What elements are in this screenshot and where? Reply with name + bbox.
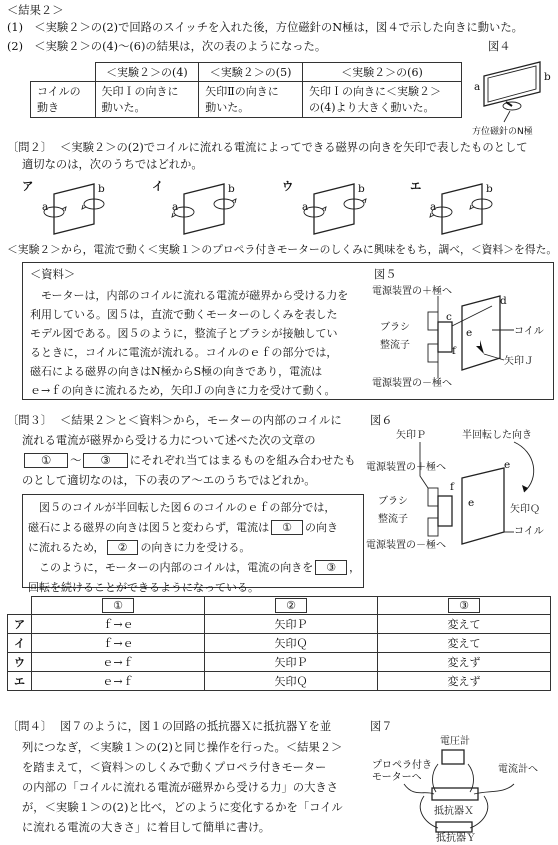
option-u-diagram xyxy=(302,183,366,234)
fig7-circuit-diagram xyxy=(364,734,556,842)
q3-line2: 流れる電流が磁界から受ける力について述べた次の文章の xyxy=(22,434,316,447)
q2-text1: ＜実験２＞の(2)でコイルに流れる電流によってできる磁界の向きを矢印で表したものとして xyxy=(60,141,528,154)
fig5-label: 図５ xyxy=(374,268,397,281)
intro-text: ＜実験２＞から，電流で動く＜実験１＞のプロペラ付きモーターのしくみに興味をもち，調べ，＜資料＞を得た。 xyxy=(7,243,558,256)
answer-header: ③ xyxy=(378,597,551,615)
table-header: ＜実験２＞の(5) xyxy=(199,63,303,82)
shiryo-title: ＜資料＞ xyxy=(30,268,76,281)
table-corner xyxy=(31,63,96,82)
svg-text:f: f xyxy=(450,481,454,493)
answer-header: ① xyxy=(32,597,205,615)
svg-text:整流子: 整流子 xyxy=(378,514,408,525)
q3-label: 〔問３〕 xyxy=(7,414,53,427)
svg-text:e: e xyxy=(504,459,511,471)
option-e-label[interactable]: エ xyxy=(410,179,422,193)
svg-text:b: b xyxy=(544,71,551,83)
svg-text:プロペラ付き: プロペラ付き xyxy=(372,760,432,771)
answer-row-i[interactable]: イ ｆ→ｅ 矢印Ｑ 変えて xyxy=(8,634,551,653)
svg-text:c: c xyxy=(446,311,452,323)
option-e-diagram xyxy=(430,183,493,234)
passage-blank-3: ③ xyxy=(315,560,347,575)
option-i-label[interactable]: イ xyxy=(152,179,164,193)
svg-text:電圧計: 電圧計 xyxy=(440,736,470,747)
q3-answer-table xyxy=(7,596,551,691)
svg-text:ブラシ: ブラシ xyxy=(380,322,410,333)
table-row-label: コイルの 動き xyxy=(31,82,96,118)
option-i-diagram xyxy=(172,183,236,234)
option-a-label[interactable]: ア xyxy=(22,179,34,193)
answer-corner xyxy=(8,597,32,615)
svg-text:コイル: コイル xyxy=(514,326,544,337)
svg-text:矢印Ｐ: 矢印Ｐ xyxy=(396,430,426,441)
svg-text:抵抗器Ｙ: 抵抗器Ｙ xyxy=(436,833,476,842)
answer-header: ② xyxy=(205,597,378,615)
fig6-motor-diagram xyxy=(364,428,554,584)
svg-text:半回転した向き: 半回転した向き xyxy=(462,430,532,441)
shiryo-text: モーターは，内部のコイルに流れる電流が磁界から受ける力を 利用している。図５は，直流で動くモーターのしくみを表した モデル図である。図５のように，整流子とブラシが接触してい るときに，コイルに電流が流れる。コイルのｅｆの部分では， 磁石による磁界の向きはN極からS極の向きであり，電流は ｅ→ｆの向きに流れるため，矢印Ｊの向きに力を受けて動く。 xyxy=(30,289,349,397)
answer-row-a[interactable]: ア ｆ→ｅ 矢印Ｐ 変えて xyxy=(8,615,551,634)
svg-text:電源装置の－極へ: 電源装置の－極へ xyxy=(372,378,452,389)
q3-line3: ① ～ ③ にそれぞれ当てはまるものを組み合わせたも xyxy=(22,452,356,468)
svg-text:a: a xyxy=(42,201,49,213)
svg-text:ブラシ: ブラシ xyxy=(378,496,408,507)
table-header: ＜実験２＞の(4) xyxy=(95,63,199,82)
svg-text:電流計へ: 電流計へ xyxy=(498,764,538,775)
table-header: ＜実験２＞の(6) xyxy=(302,63,461,82)
svg-text:コイル: コイル xyxy=(514,526,544,537)
svg-text:b: b xyxy=(98,183,105,195)
fig5-motor-diagram xyxy=(368,282,552,396)
passage-blank-1: ① xyxy=(271,520,303,535)
svg-text:方位磁針のN極: 方位磁針のN極 xyxy=(472,127,533,136)
blank-1: ① xyxy=(24,453,68,468)
result2-line2: (2) ＜実験２＞の(4)～(6)の結果は，次の表のようになった。 xyxy=(7,40,327,53)
result2-line1: (1) ＜実験２＞の(2)で回路のスイッチを入れた後，方位磁針のN極は，図４で示した向きに動いた。 xyxy=(7,21,523,34)
fig4-label: 図４ xyxy=(488,40,511,53)
svg-text:a: a xyxy=(172,201,179,213)
svg-text:d: d xyxy=(500,295,507,307)
q4-line1: 図７のように，図１の回路の抵抗器Ｘに抵抗器Ｙを並 xyxy=(60,720,332,733)
passage-blank-2: ② xyxy=(107,540,139,555)
svg-text:整流子: 整流子 xyxy=(380,340,410,351)
q3-line1: ＜結果２＞と＜資料＞から，モーターの内部のコイルに xyxy=(60,414,342,427)
svg-text:電源装置の－極へ: 電源装置の－極へ xyxy=(366,540,446,551)
svg-text:e: e xyxy=(466,327,473,339)
fig6-label: 図６ xyxy=(370,414,393,427)
table-cell: 矢印Ｉの向きに＜実験２＞ の(4)より大きく動いた。 xyxy=(302,82,461,118)
blank-3: ③ xyxy=(83,453,127,468)
q4-label: 〔問４〕 xyxy=(7,720,53,733)
answer-row-u[interactable]: ウ ｅ→ｆ 矢印Ｐ 変えず xyxy=(8,653,551,672)
fig4-coil-diagram xyxy=(470,54,556,136)
svg-text:矢印Ｑ: 矢印Ｑ xyxy=(510,504,540,515)
q3-passage: 図５のコイルが半回転した図６のコイルのｅｆの部分では， 磁石による磁界の向きは図５と変わらず，電流は ① の向き に流れるため， ② の向きに力を受ける。 このように，モーターの内部のコイルは，電流の向きを ③ ， 回転を続けることができるようになっている。 xyxy=(28,501,361,594)
option-a-diagram xyxy=(42,183,105,234)
q2-text2: 適切なのは，次のうちではどれか。 xyxy=(22,158,203,171)
svg-text:a: a xyxy=(302,201,309,213)
svg-text:a: a xyxy=(474,81,481,93)
table-cell: 矢印Ｉの向きに 動いた。 xyxy=(95,82,199,118)
table-cell: 矢印Ⅱの向きに 動いた。 xyxy=(199,82,303,118)
result2-heading: ＜結果２＞ xyxy=(7,4,64,17)
svg-text:b: b xyxy=(358,183,365,195)
result2-table xyxy=(30,62,462,118)
svg-text:e: e xyxy=(468,497,475,509)
svg-text:電源装置の＋極へ: 電源装置の＋極へ xyxy=(366,462,446,473)
q2-options-diagrams xyxy=(32,178,552,238)
option-u-label[interactable]: ウ xyxy=(282,179,294,193)
q3-line4: のとして適切なのは，下の表のア～エのうちではどれか。 xyxy=(22,474,316,487)
svg-text:モーターへ: モーターへ xyxy=(372,772,422,783)
svg-text:矢印Ｊ: 矢印Ｊ xyxy=(504,356,534,367)
svg-text:f: f xyxy=(452,345,456,357)
q2-label: 〔問２〕 xyxy=(7,141,53,154)
svg-text:b: b xyxy=(228,183,235,195)
svg-text:b: b xyxy=(486,183,493,195)
svg-text:電源装置の＋極へ: 電源装置の＋極へ xyxy=(372,286,452,297)
fig7-label: 図７ xyxy=(370,720,393,733)
svg-text:抵抗器Ｘ: 抵抗器Ｘ xyxy=(434,806,474,817)
answer-row-e[interactable]: エ ｅ→ｆ 矢印Ｑ 変えず xyxy=(8,672,551,691)
svg-text:a: a xyxy=(430,201,437,213)
q4-text: 列につなぎ，＜実験１＞の(2)と同じ操作を行った。＜結果２＞ を踏まえて，＜資料＞のしくみで動くプロペラ付きモーター の内部の「コイルに流れる電流が磁界から受ける力」の大きさ が，＜実験１＞の(2)と比べ，どのように変化するかを「コイル に流れる電流の大きさ」に着目して簡単に書け。 xyxy=(22,741,343,834)
